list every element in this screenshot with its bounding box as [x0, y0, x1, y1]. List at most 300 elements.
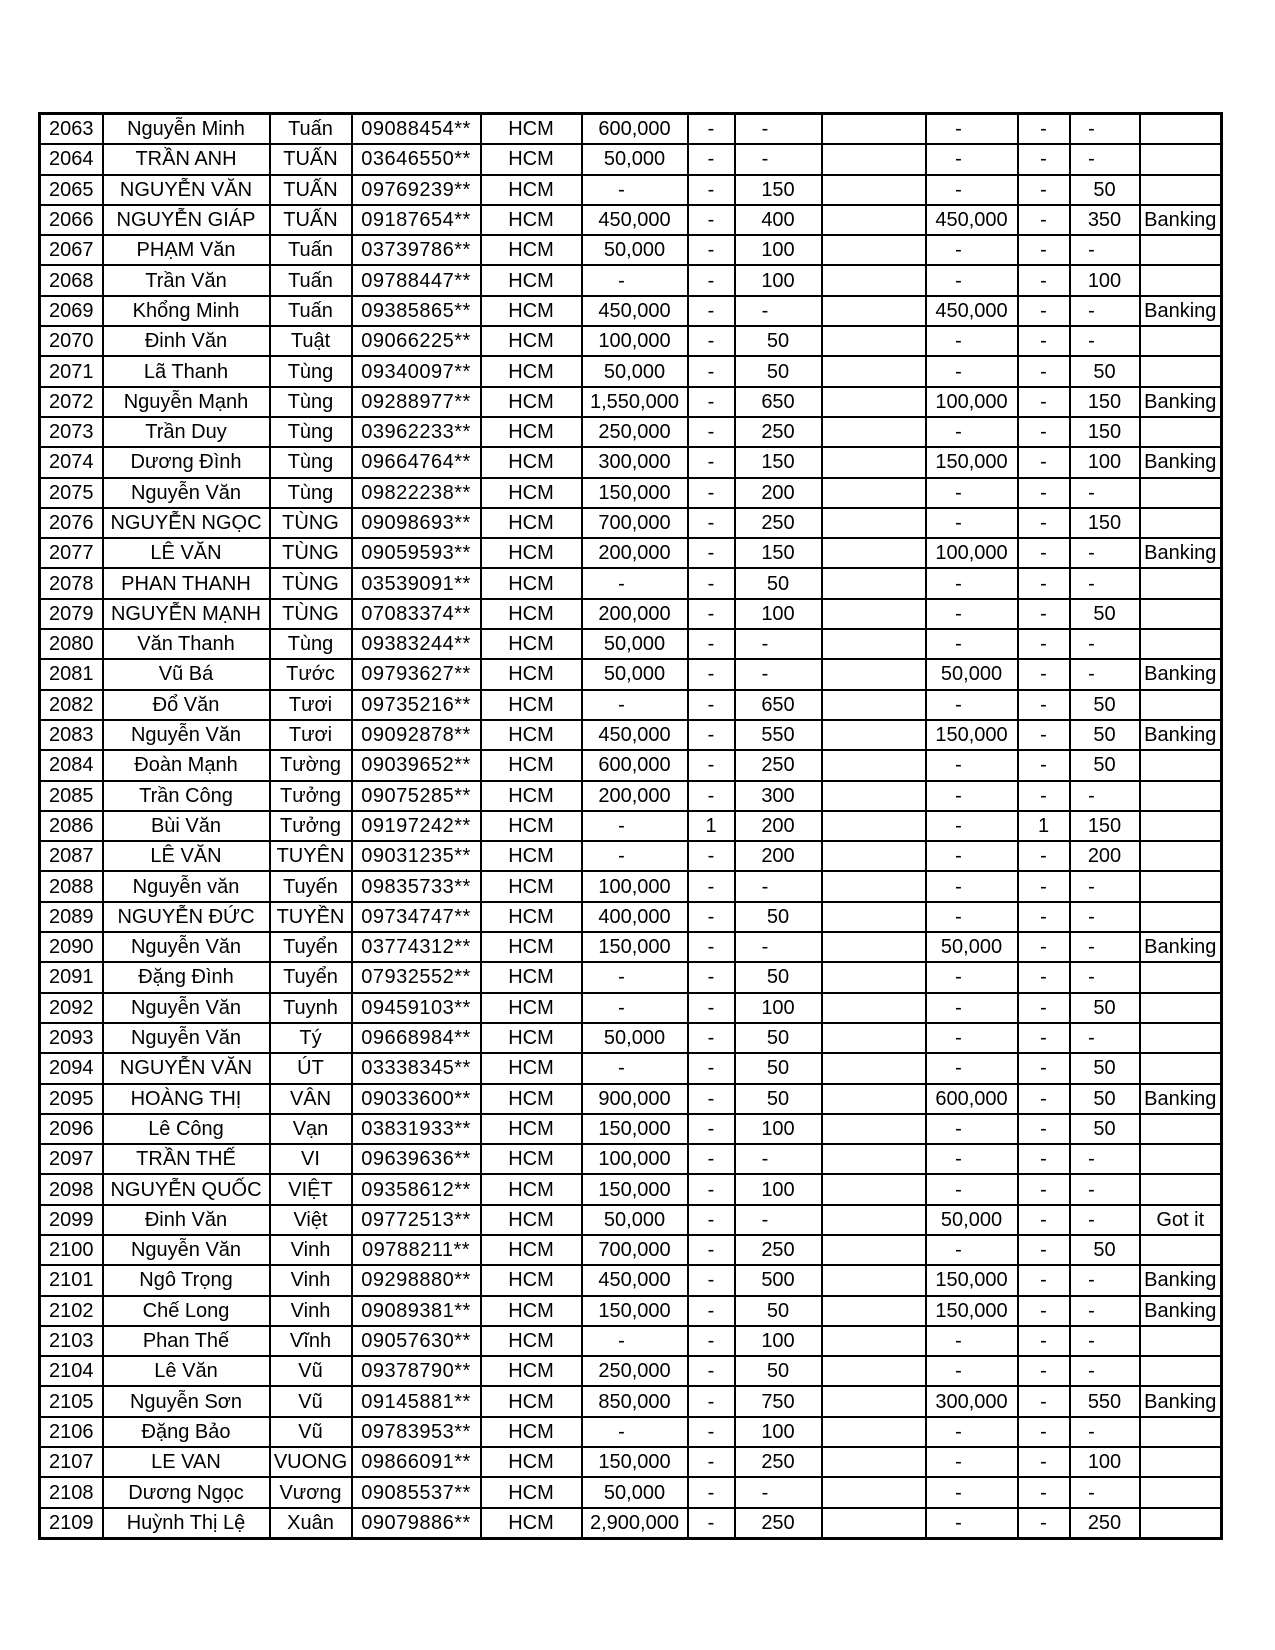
cell-first-name: Tuấn: [270, 265, 352, 295]
cell-last-middle-name: Đinh Văn: [103, 326, 270, 356]
cell-location: HCM: [481, 1144, 582, 1174]
cell-first-name: Tuynh: [270, 993, 352, 1023]
cell-location: HCM: [481, 1356, 582, 1386]
cell-last-middle-name: Trần Công: [103, 781, 270, 811]
cell-last-middle-name: Đổ Văn: [103, 690, 270, 720]
cell-amount-2: -: [926, 1144, 1018, 1174]
cell-amount-1: 150,000: [582, 932, 688, 962]
cell-first-name: Tuấn: [270, 296, 352, 326]
cell-flag-2: -: [1018, 1417, 1070, 1447]
cell-flag-1: -: [688, 629, 735, 659]
cell-note: Banking: [1140, 932, 1222, 962]
cell-blank: [822, 114, 926, 145]
cell-location: HCM: [481, 508, 582, 538]
table-row: [40, 205, 1222, 235]
cell-phone-number: 09066225**: [352, 326, 481, 356]
cell-row-id: 2077: [40, 538, 103, 568]
cell-phone-number: 03831933**: [352, 1114, 481, 1144]
cell-blank: [822, 690, 926, 720]
cell-amount-1: 50,000: [582, 144, 688, 174]
cell-amount-2: -: [926, 175, 1018, 205]
cell-flag-2: -: [1018, 296, 1070, 326]
cell-flag-2: -: [1018, 1174, 1070, 1204]
cell-first-name: TÙNG: [270, 538, 352, 568]
table-row: [40, 265, 1222, 295]
cell-last-middle-name: Nguyễn Minh: [103, 114, 270, 145]
cell-amount-2: 450,000: [926, 205, 1018, 235]
cell-note: Banking: [1140, 447, 1222, 477]
cell-points-1: 50: [735, 1084, 822, 1114]
cell-points-1: -: [735, 629, 822, 659]
cell-location: HCM: [481, 447, 582, 477]
table-row: [40, 1296, 1222, 1326]
cell-blank: [822, 387, 926, 417]
table-row: [40, 568, 1222, 598]
cell-flag-2: -: [1018, 447, 1070, 477]
cell-amount-2: -: [926, 750, 1018, 780]
cell-first-name: TUẤN: [270, 144, 352, 174]
cell-last-middle-name: Chế Long: [103, 1296, 270, 1326]
cell-phone-number: 09668984**: [352, 1023, 481, 1053]
cell-first-name: Tùng: [270, 478, 352, 508]
cell-phone-number: 09769239**: [352, 175, 481, 205]
cell-last-middle-name: Nguyễn Văn: [103, 720, 270, 750]
cell-blank: [822, 1417, 926, 1447]
cell-blank: [822, 841, 926, 871]
cell-flag-2: -: [1018, 1508, 1070, 1539]
cell-phone-number: 09383244**: [352, 629, 481, 659]
table-row: [40, 1023, 1222, 1053]
cell-note: Banking: [1140, 205, 1222, 235]
cell-phone-number: 09340097**: [352, 356, 481, 386]
cell-amount-1: 900,000: [582, 1084, 688, 1114]
cell-amount-2: -: [926, 841, 1018, 871]
cell-amount-2: -: [926, 356, 1018, 386]
cell-flag-1: -: [688, 568, 735, 598]
cell-amount-2: 150,000: [926, 1296, 1018, 1326]
cell-first-name: Tuyển: [270, 962, 352, 992]
cell-flag-2: -: [1018, 1235, 1070, 1265]
cell-phone-number: 09031235**: [352, 841, 481, 871]
cell-blank: [822, 568, 926, 598]
cell-last-middle-name: Văn Thanh: [103, 629, 270, 659]
cell-flag-2: -: [1018, 478, 1070, 508]
cell-note: Banking: [1140, 538, 1222, 568]
cell-amount-1: 150,000: [582, 1447, 688, 1477]
cell-flag-1: -: [688, 659, 735, 689]
cell-location: HCM: [481, 114, 582, 145]
cell-location: HCM: [481, 1447, 582, 1477]
cell-points-1: 50: [735, 356, 822, 386]
cell-points-1: 50: [735, 1356, 822, 1386]
cell-points-1: 250: [735, 417, 822, 447]
cell-first-name: TUYỀN: [270, 902, 352, 932]
cell-flag-1: -: [688, 205, 735, 235]
cell-first-name: Tuật: [270, 326, 352, 356]
cell-flag-2: -: [1018, 1296, 1070, 1326]
cell-row-id: 2075: [40, 478, 103, 508]
cell-note: Banking: [1140, 387, 1222, 417]
cell-flag-1: -: [688, 1084, 735, 1114]
table-row: [40, 114, 1222, 145]
cell-note: [1140, 568, 1222, 598]
cell-first-name: TUYÊN: [270, 841, 352, 871]
cell-points-2: -: [1070, 568, 1140, 598]
table-row: [40, 508, 1222, 538]
cell-amount-2: -: [926, 417, 1018, 447]
cell-flag-1: -: [688, 356, 735, 386]
cell-location: HCM: [481, 1053, 582, 1083]
cell-note: [1140, 508, 1222, 538]
cell-flag-1: -: [688, 175, 735, 205]
cell-flag-2: -: [1018, 1084, 1070, 1114]
cell-flag-1: -: [688, 296, 735, 326]
cell-first-name: VI: [270, 1144, 352, 1174]
cell-points-1: 300: [735, 781, 822, 811]
cell-first-name: Tùng: [270, 629, 352, 659]
cell-last-middle-name: Lê Văn: [103, 1356, 270, 1386]
cell-row-id: 2101: [40, 1265, 103, 1295]
cell-amount-1: -: [582, 1326, 688, 1356]
cell-phone-number: 09793627**: [352, 659, 481, 689]
cell-blank: [822, 1296, 926, 1326]
cell-first-name: Tuyển: [270, 932, 352, 962]
cell-amount-2: -: [926, 781, 1018, 811]
cell-row-id: 2079: [40, 599, 103, 629]
cell-points-1: -: [735, 144, 822, 174]
cell-flag-2: -: [1018, 993, 1070, 1023]
cell-row-id: 2063: [40, 114, 103, 145]
cell-blank: [822, 993, 926, 1023]
cell-row-id: 2106: [40, 1417, 103, 1447]
cell-location: HCM: [481, 1235, 582, 1265]
cell-first-name: Tưởng: [270, 811, 352, 841]
table-row: [40, 659, 1222, 689]
cell-last-middle-name: NGUYỄN VĂN: [103, 1053, 270, 1083]
cell-amount-1: -: [582, 265, 688, 295]
cell-row-id: 2086: [40, 811, 103, 841]
cell-amount-1: 250,000: [582, 1356, 688, 1386]
cell-flag-1: -: [688, 144, 735, 174]
cell-blank: [822, 1205, 926, 1235]
cell-note: [1140, 1174, 1222, 1204]
cell-points-1: -: [735, 1144, 822, 1174]
cell-note: [1140, 265, 1222, 295]
cell-flag-1: -: [688, 417, 735, 447]
cell-flag-2: -: [1018, 175, 1070, 205]
cell-points-2: 350: [1070, 205, 1140, 235]
cell-first-name: TÙNG: [270, 568, 352, 598]
cell-note: [1140, 417, 1222, 447]
cell-location: HCM: [481, 659, 582, 689]
cell-blank: [822, 1084, 926, 1114]
cell-note: Banking: [1140, 1084, 1222, 1114]
cell-points-2: 250: [1070, 1508, 1140, 1539]
cell-amount-1: 50,000: [582, 356, 688, 386]
cell-blank: [822, 811, 926, 841]
table-row: [40, 538, 1222, 568]
cell-flag-1: -: [688, 1144, 735, 1174]
cell-first-name: TÙNG: [270, 508, 352, 538]
cell-flag-1: -: [688, 690, 735, 720]
cell-flag-2: -: [1018, 205, 1070, 235]
cell-last-middle-name: PHAN THANH: [103, 568, 270, 598]
cell-points-2: -: [1070, 1417, 1140, 1447]
cell-phone-number: 09788211**: [352, 1235, 481, 1265]
cell-points-1: 100: [735, 1417, 822, 1447]
cell-note: Banking: [1140, 296, 1222, 326]
cell-row-id: 2109: [40, 1508, 103, 1539]
cell-amount-1: -: [582, 993, 688, 1023]
cell-flag-1: -: [688, 478, 735, 508]
cell-flag-1: -: [688, 1326, 735, 1356]
cell-points-1: 150: [735, 175, 822, 205]
cell-blank: [822, 356, 926, 386]
cell-points-2: -: [1070, 932, 1140, 962]
cell-row-id: 2093: [40, 1023, 103, 1053]
cell-points-2: 200: [1070, 841, 1140, 871]
cell-location: HCM: [481, 538, 582, 568]
cell-row-id: 2091: [40, 962, 103, 992]
cell-blank: [822, 1326, 926, 1356]
cell-points-2: 50: [1070, 993, 1140, 1023]
table-row: [40, 599, 1222, 629]
cell-flag-1: -: [688, 508, 735, 538]
cell-blank: [822, 1053, 926, 1083]
cell-row-id: 2071: [40, 356, 103, 386]
cell-location: HCM: [481, 1265, 582, 1295]
cell-last-middle-name: NGUYỄN QUỐC: [103, 1174, 270, 1204]
cell-flag-1: 1: [688, 811, 735, 841]
cell-last-middle-name: Nguyễn Văn: [103, 932, 270, 962]
table-row: [40, 387, 1222, 417]
cell-flag-1: -: [688, 1477, 735, 1507]
cell-points-1: -: [735, 659, 822, 689]
cell-points-1: 500: [735, 1265, 822, 1295]
cell-points-2: -: [1070, 1326, 1140, 1356]
cell-flag-2: -: [1018, 750, 1070, 780]
cell-last-middle-name: Nguyễn Văn: [103, 993, 270, 1023]
cell-blank: [822, 871, 926, 901]
cell-last-middle-name: Lã Thanh: [103, 356, 270, 386]
cell-note: [1140, 1235, 1222, 1265]
cell-points-1: -: [735, 932, 822, 962]
cell-phone-number: 09822238**: [352, 478, 481, 508]
cell-flag-1: -: [688, 1447, 735, 1477]
cell-amount-1: 450,000: [582, 720, 688, 750]
table-row: [40, 1205, 1222, 1235]
cell-note: Banking: [1140, 720, 1222, 750]
cell-blank: [822, 1144, 926, 1174]
cell-location: HCM: [481, 326, 582, 356]
cell-points-2: -: [1070, 629, 1140, 659]
cell-blank: [822, 750, 926, 780]
cell-points-2: -: [1070, 962, 1140, 992]
table-row: [40, 1053, 1222, 1083]
cell-amount-2: 300,000: [926, 1386, 1018, 1416]
cell-phone-number: 03962233**: [352, 417, 481, 447]
cell-row-id: 2083: [40, 720, 103, 750]
cell-flag-2: -: [1018, 962, 1070, 992]
cell-amount-2: 450,000: [926, 296, 1018, 326]
cell-blank: [822, 932, 926, 962]
cell-first-name: VIỆT: [270, 1174, 352, 1204]
cell-amount-1: -: [582, 690, 688, 720]
cell-amount-2: 50,000: [926, 1205, 1018, 1235]
cell-last-middle-name: Đinh Văn: [103, 1205, 270, 1235]
cell-first-name: VUONG: [270, 1447, 352, 1477]
cell-phone-number: 09057630**: [352, 1326, 481, 1356]
cell-amount-2: 50,000: [926, 659, 1018, 689]
cell-location: HCM: [481, 478, 582, 508]
cell-phone-number: 09039652**: [352, 750, 481, 780]
cell-points-1: 550: [735, 720, 822, 750]
cell-note: [1140, 1417, 1222, 1447]
cell-first-name: TÙNG: [270, 599, 352, 629]
cell-location: HCM: [481, 1205, 582, 1235]
cell-note: [1140, 478, 1222, 508]
cell-last-middle-name: LE VAN: [103, 1447, 270, 1477]
cell-amount-1: -: [582, 811, 688, 841]
cell-blank: [822, 235, 926, 265]
cell-amount-1: 150,000: [582, 1296, 688, 1326]
cell-location: HCM: [481, 993, 582, 1023]
cell-flag-1: -: [688, 235, 735, 265]
cell-location: HCM: [481, 1114, 582, 1144]
table-row: [40, 144, 1222, 174]
cell-note: [1140, 1477, 1222, 1507]
cell-points-2: 150: [1070, 417, 1140, 447]
cell-row-id: 2107: [40, 1447, 103, 1477]
cell-amount-2: -: [926, 1174, 1018, 1204]
cell-note: [1140, 811, 1222, 841]
cell-amount-2: 100,000: [926, 387, 1018, 417]
cell-row-id: 2102: [40, 1296, 103, 1326]
cell-row-id: 2088: [40, 871, 103, 901]
cell-last-middle-name: Dương Đình: [103, 447, 270, 477]
cell-flag-1: -: [688, 265, 735, 295]
cell-flag-2: -: [1018, 1477, 1070, 1507]
cell-flag-1: -: [688, 1417, 735, 1447]
cell-amount-2: -: [926, 478, 1018, 508]
cell-phone-number: 09783953**: [352, 1417, 481, 1447]
cell-blank: [822, 175, 926, 205]
cell-flag-2: -: [1018, 1265, 1070, 1295]
cell-flag-2: 1: [1018, 811, 1070, 841]
cell-flag-1: -: [688, 962, 735, 992]
cell-points-2: -: [1070, 659, 1140, 689]
cell-amount-2: -: [926, 326, 1018, 356]
cell-amount-1: 700,000: [582, 1235, 688, 1265]
cell-blank: [822, 599, 926, 629]
cell-location: HCM: [481, 781, 582, 811]
cell-points-2: -: [1070, 781, 1140, 811]
cell-first-name: Vạn: [270, 1114, 352, 1144]
table-row: [40, 750, 1222, 780]
cell-phone-number: 09092878**: [352, 720, 481, 750]
cell-row-id: 2096: [40, 1114, 103, 1144]
cell-phone-number: 09298880**: [352, 1265, 481, 1295]
cell-location: HCM: [481, 1174, 582, 1204]
cell-phone-number: 09059593**: [352, 538, 481, 568]
cell-note: [1140, 175, 1222, 205]
cell-blank: [822, 538, 926, 568]
cell-flag-2: -: [1018, 871, 1070, 901]
cell-phone-number: 09385865**: [352, 296, 481, 326]
cell-note: [1140, 781, 1222, 811]
cell-location: HCM: [481, 568, 582, 598]
cell-amount-2: -: [926, 1508, 1018, 1539]
cell-phone-number: 09187654**: [352, 205, 481, 235]
cell-blank: [822, 1023, 926, 1053]
cell-location: HCM: [481, 902, 582, 932]
cell-amount-1: 850,000: [582, 1386, 688, 1416]
cell-first-name: Việt: [270, 1205, 352, 1235]
cell-phone-number: 09358612**: [352, 1174, 481, 1204]
cell-location: HCM: [481, 962, 582, 992]
cell-points-2: -: [1070, 1296, 1140, 1326]
cell-amount-1: 450,000: [582, 1265, 688, 1295]
cell-amount-1: 600,000: [582, 114, 688, 145]
cell-flag-2: -: [1018, 1386, 1070, 1416]
cell-amount-2: -: [926, 962, 1018, 992]
cell-amount-1: 150,000: [582, 1174, 688, 1204]
cell-phone-number: 09288977**: [352, 387, 481, 417]
cell-blank: [822, 659, 926, 689]
cell-last-middle-name: Nguyễn Văn: [103, 478, 270, 508]
cell-amount-1: -: [582, 962, 688, 992]
cell-first-name: Vinh: [270, 1296, 352, 1326]
cell-last-middle-name: Nguyễn Văn: [103, 1235, 270, 1265]
cell-amount-1: 50,000: [582, 235, 688, 265]
table-row: [40, 932, 1222, 962]
cell-flag-1: -: [688, 750, 735, 780]
cell-points-1: 100: [735, 993, 822, 1023]
cell-row-id: 2074: [40, 447, 103, 477]
cell-amount-1: 200,000: [582, 599, 688, 629]
cell-location: HCM: [481, 1084, 582, 1114]
cell-blank: [822, 1265, 926, 1295]
cell-blank: [822, 144, 926, 174]
cell-points-1: -: [735, 1205, 822, 1235]
cell-points-2: -: [1070, 1174, 1140, 1204]
cell-blank: [822, 1477, 926, 1507]
cell-row-id: 2100: [40, 1235, 103, 1265]
cell-flag-2: -: [1018, 508, 1070, 538]
cell-flag-2: -: [1018, 1356, 1070, 1386]
cell-amount-2: -: [926, 1023, 1018, 1053]
cell-amount-2: -: [926, 811, 1018, 841]
cell-amount-2: 150,000: [926, 447, 1018, 477]
cell-row-id: 2073: [40, 417, 103, 447]
cell-points-2: -: [1070, 478, 1140, 508]
cell-last-middle-name: PHẠM Văn: [103, 235, 270, 265]
cell-amount-1: 200,000: [582, 538, 688, 568]
cell-flag-1: -: [688, 1508, 735, 1539]
cell-flag-2: -: [1018, 1023, 1070, 1053]
cell-blank: [822, 902, 926, 932]
cell-points-1: 50: [735, 568, 822, 598]
cell-flag-1: -: [688, 720, 735, 750]
table-row: [40, 841, 1222, 871]
cell-last-middle-name: Đặng Bảo: [103, 1417, 270, 1447]
cell-points-2: -: [1070, 1205, 1140, 1235]
cell-first-name: Vinh: [270, 1265, 352, 1295]
cell-amount-1: 400,000: [582, 902, 688, 932]
cell-amount-1: -: [582, 1053, 688, 1083]
cell-points-1: 50: [735, 962, 822, 992]
table-row: [40, 326, 1222, 356]
